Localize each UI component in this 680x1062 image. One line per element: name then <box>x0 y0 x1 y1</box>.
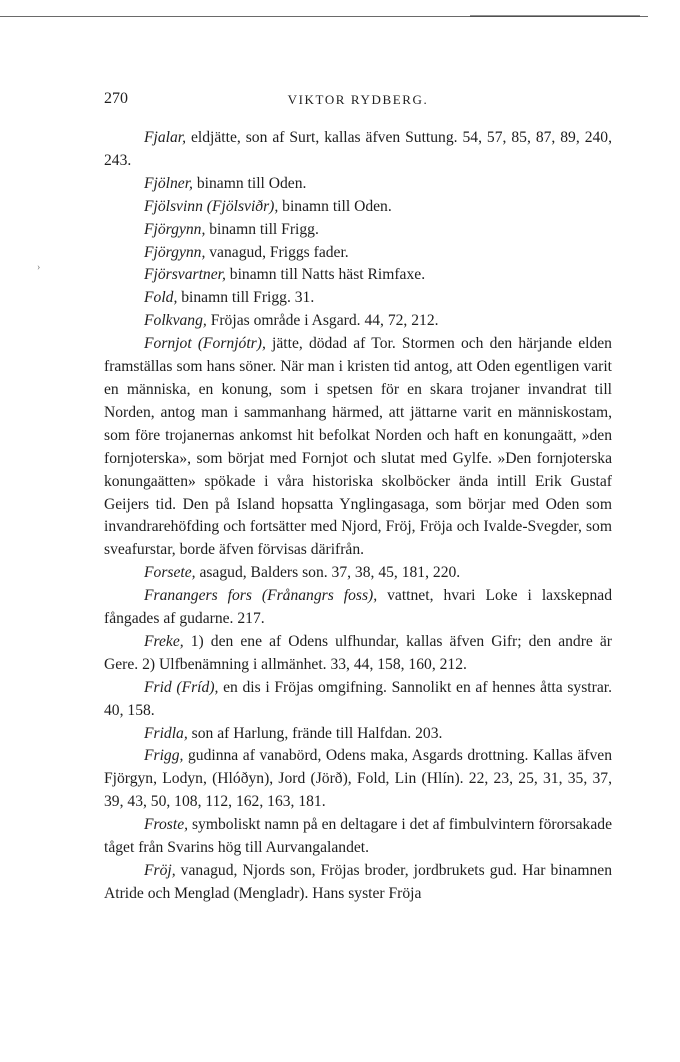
entry-term: Fjölner, <box>144 174 193 192</box>
entry-franangers-fors <box>104 585 612 631</box>
entry-term: Fornjot (Fornjótr), <box>144 335 266 353</box>
entry-text: binamn till Frigg. 31. <box>177 289 315 307</box>
entry-term: Forsete, <box>144 564 196 582</box>
entry-forsete <box>104 562 612 585</box>
entry-text: vattnet, hvari Loke i laxskepnad fångades af gudarne. 217. <box>104 587 612 628</box>
entry-term: Fridla, <box>144 724 188 742</box>
entry-term: Fold, <box>144 289 178 307</box>
entry-term: Frigg, <box>144 747 184 765</box>
entry-text: eldjätte, son af Surt, kallas äfven Suttung. 54, 57, 85, 87, 89, 240, 243. <box>104 129 612 169</box>
top-rule-shadow <box>470 15 640 17</box>
dictionary-text <box>104 127 612 906</box>
entry-term: Folkvang, <box>144 312 207 330</box>
entry-term: Fjörgynn, <box>144 243 206 261</box>
entry-term: Fröj, <box>144 862 176 879</box>
entry-term: Frid (Fríd), <box>144 678 219 696</box>
entry-fold <box>104 287 612 310</box>
entry-text: jätte, dödad af Tor. Stormen och den härjande elden framställas som hans söner. När man i kristen tid antog, att Oden egentligen varit en människa, en konung, som i spetsen för en skara trojaner invandrat till Norden, antog man i sammanhang härmed, att jättarne varit en människostam, som före trojanernas ankomst hit befolkat Norden och haft en konungaätt, »den fornjoterska», som börjat med Fornjot och slutat med Gylfe. »Den fornjoterska konungaätten» spökade i våra historiska skolböcker ända intill Erik Gustaf Geijers tid. Den på Island hopsatta Ynglingasaga, som börjar med Oden som invandrarehöfding och fortsätter med Njord, Fröj, Fröja och Ivalde-Svegder, som sveafurstar, borde äfven förvisas därifrån. <box>104 335 612 559</box>
page-number: 270 <box>104 90 128 107</box>
entry-fjorgynn-1 <box>104 219 612 242</box>
entry-term: Franangers fors (Frånangrs foss), <box>144 587 378 605</box>
entry-fridla <box>104 723 612 746</box>
entry-fjorsvartner <box>104 264 612 287</box>
entry-term: Froste, <box>144 816 189 834</box>
entry-text: asagud, Balders son. 37, 38, 45, 181, 220. <box>195 564 461 582</box>
entry-text: binamn till Frigg. <box>205 220 319 238</box>
entry-fjorgynn-2 <box>104 242 612 265</box>
page-header <box>104 90 612 114</box>
entry-text: gudinna af vanabörd, Odens maka, Asgards drottning. Kallas äfven Fjörgyn, Lodyn, (Hlóðyn), Jord (Jörð), Fold, Lin (Hlín). 22, 23, 25, 31, 35, 37, 39, 43, 50, 108, 112, 162, 163, 181. <box>104 747 612 811</box>
entry-text: en dis i Fröjas omgifning. Sannolikt en af hennes åtta systrar. 40, 158. <box>104 678 612 719</box>
entry-text: symboliskt namn på en deltagare i det af fimbulvintern förorsakade tåget från Svarins hög till Aurvangalandet. <box>104 816 612 857</box>
margin-mark: › <box>37 262 41 273</box>
entry-text: son af Harlung, frände till Halfdan. 203. <box>187 724 443 742</box>
entry-folkvang <box>104 310 612 333</box>
entry-frigg <box>104 745 612 814</box>
entry-froj <box>104 860 612 906</box>
entry-text: 1) den ene af Odens ulfhundar, kallas äfven Gifr; den andre är Gere. 2) Ulfbenämning i allmänhet. 33, 44, 158, 160, 212. <box>104 632 612 673</box>
entry-term: Fjalar, <box>144 129 187 146</box>
entry-term: Fjörsvartner, <box>144 266 226 284</box>
entry-text: vanagud, Njords son, Fröjas broder, jordbrukets gud. Har binamnen Atride och Menglad (Mengladr). Hans syster Fröja <box>104 862 612 902</box>
entry-fornjot <box>104 333 612 562</box>
entry-text: Fröjas område i Asgard. 44, 72, 212. <box>206 312 439 330</box>
entry-freke <box>104 631 612 677</box>
entry-text: binamn till Natts häst Rimfaxe. <box>225 266 426 284</box>
entry-term: Freke, <box>144 632 184 650</box>
running-head: VIKTOR RYDBERG. <box>287 92 429 107</box>
entry-fjolner <box>104 173 612 196</box>
entry-text: binamn till Oden. <box>278 197 392 215</box>
entry-fjalar <box>104 127 612 173</box>
entry-text: binamn till Oden. <box>192 174 307 192</box>
entry-text: vanagud, Friggs fader. <box>205 243 349 261</box>
entry-frid <box>104 677 612 723</box>
entry-fjolsvinn <box>104 196 612 219</box>
entry-term: Fjörgynn, <box>144 220 206 238</box>
entry-froste <box>104 814 612 860</box>
entry-term: Fjölsvinn (Fjölsviðr), <box>144 197 279 215</box>
